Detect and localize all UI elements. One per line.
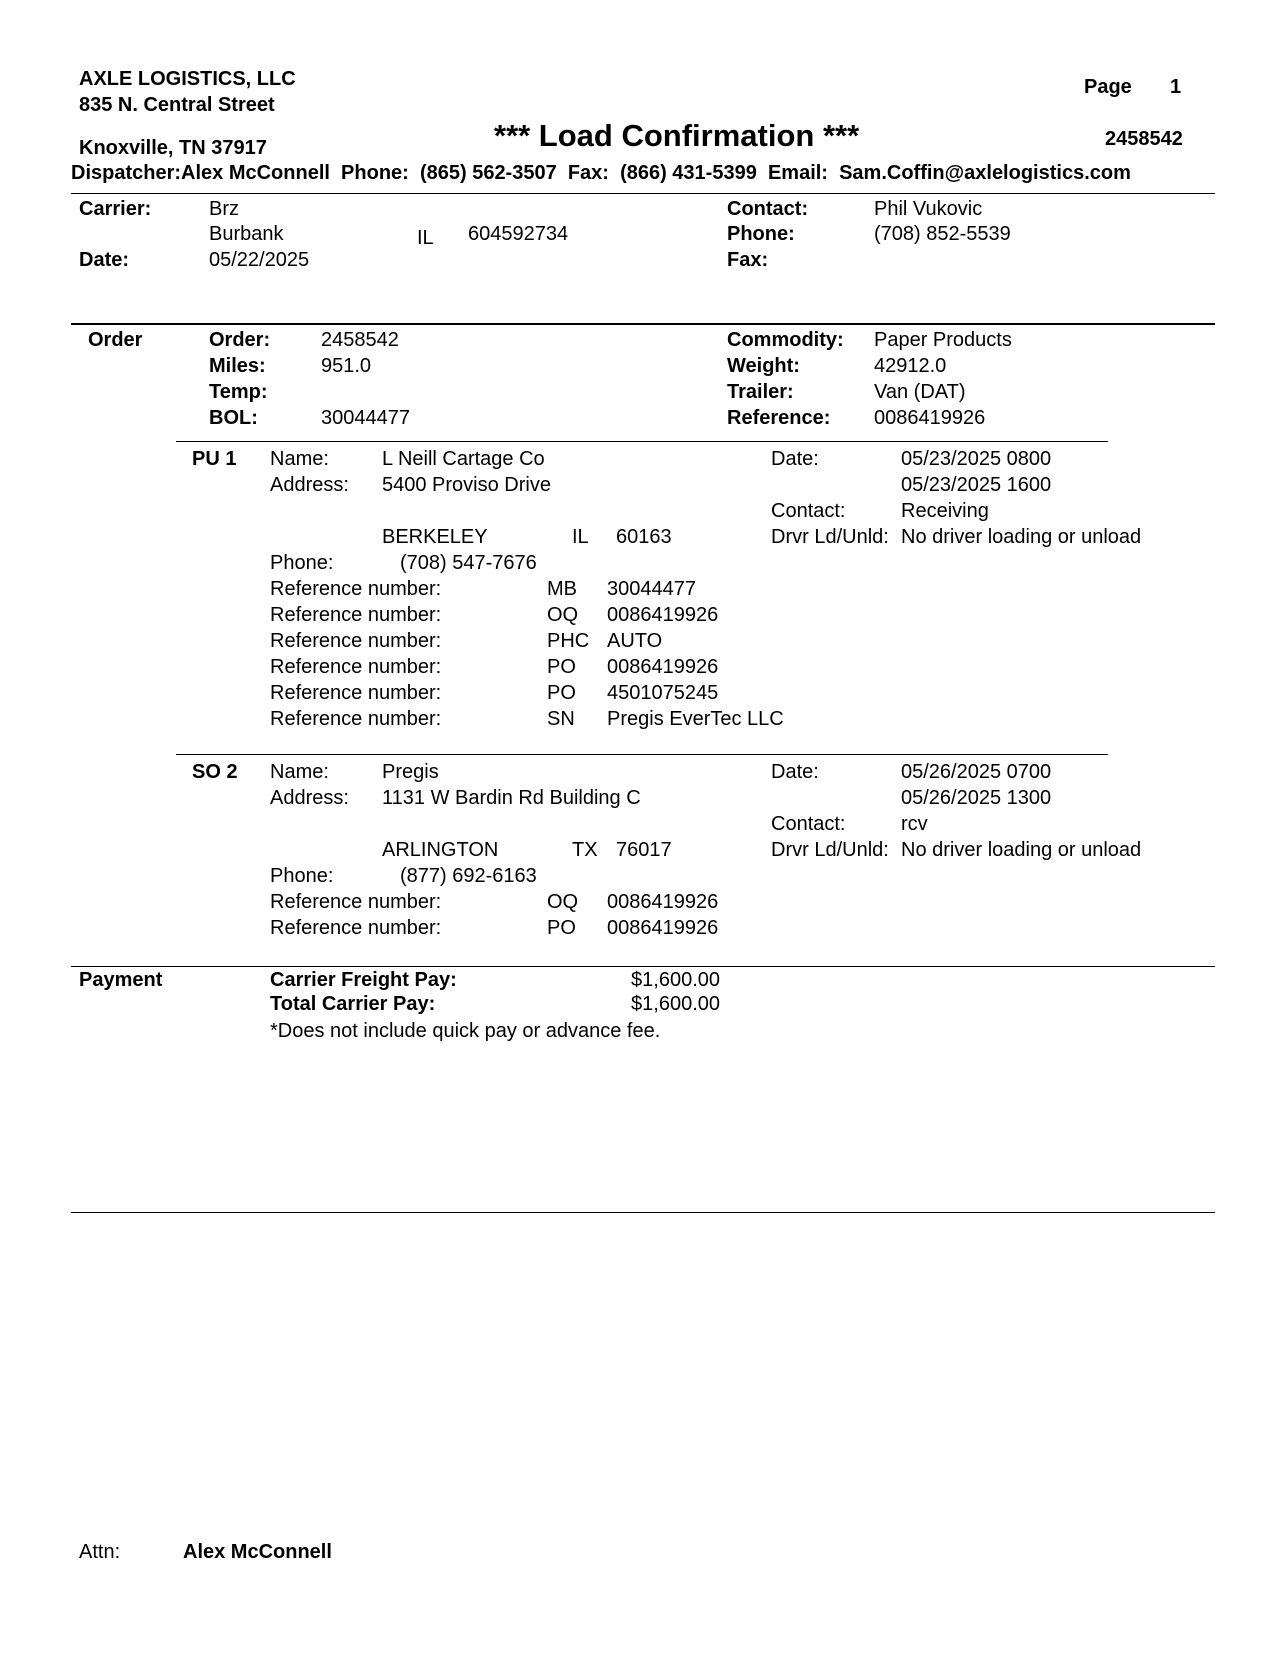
stop-city: ARLINGTON — [382, 839, 499, 861]
ref-value: 0086419926 — [607, 917, 719, 939]
stop-phone: (708) 547-7676 — [400, 552, 537, 574]
ref-label: Reference number: — [270, 708, 442, 730]
carrier-phone: (708) 852-5539 — [874, 223, 1011, 245]
carrier-label: Carrier: — [79, 198, 152, 220]
commodity-label: Commodity: — [727, 329, 844, 351]
trailer-label: Trailer: — [727, 381, 794, 403]
carrier-state: IL — [417, 227, 434, 249]
fax-label: Fax: — [727, 249, 769, 271]
stop-id: PU 1 — [192, 448, 237, 470]
stop-phone-label: Phone: — [270, 552, 334, 574]
stop-date-end: 05/26/2025 1300 — [901, 787, 1052, 809]
freight-pay-value: $1,600.00 — [631, 969, 720, 991]
date-label: Date: — [79, 249, 130, 271]
stop-id: SO 2 — [192, 761, 238, 783]
bol-label: BOL: — [209, 407, 258, 429]
ref-value: AUTO — [607, 630, 663, 652]
order-label: Order: — [209, 329, 271, 351]
stop-date-label: Date: — [771, 448, 819, 470]
carrier-zip: 604592734 — [468, 223, 569, 245]
ref-code: PO — [547, 917, 576, 939]
ref-code: PO — [547, 682, 576, 704]
bol-value: 30044477 — [321, 407, 410, 429]
ref-label: Reference number: — [270, 578, 442, 600]
stop-state: IL — [572, 526, 589, 548]
divider — [71, 323, 1215, 325]
dispatcher-line: Dispatcher:Alex McConnell Phone: (865) 562-3507 Fax: (866) 431-5399 Email: Sam.Coffin@axlelogistics.com — [71, 162, 1131, 184]
stop-date-end: 05/23/2025 1600 — [901, 474, 1052, 496]
ref-value: 30044477 — [607, 578, 696, 600]
stop-date-label: Date: — [771, 761, 819, 783]
carrier-name: Brz — [209, 198, 239, 220]
attn-label: Attn: — [79, 1541, 121, 1563]
stop-drvr: No driver loading or unload — [901, 526, 1142, 548]
company-name: AXLE LOGISTICS, LLC — [79, 68, 296, 90]
stop-address-label: Address: — [270, 474, 349, 496]
stop-contact: Receiving — [901, 500, 989, 522]
stop-state: TX — [572, 839, 598, 861]
ref-value: 4501075245 — [607, 682, 719, 704]
total-pay-label: Total Carrier Pay: — [270, 993, 436, 1015]
stop-zip: 76017 — [616, 839, 672, 861]
phone-label: Phone: — [727, 223, 795, 245]
carrier-contact: Phil Vukovic — [874, 198, 983, 220]
commodity-value: Paper Products — [874, 329, 1012, 351]
stop-contact-label: Contact: — [771, 813, 846, 835]
stop-name: L Neill Cartage Co — [382, 448, 545, 470]
stop-city: BERKELEY — [382, 526, 488, 548]
stop-name-label: Name: — [270, 761, 329, 783]
stop-date-start: 05/26/2025 0700 — [901, 761, 1052, 783]
stop-drvr-label: Drvr Ld/Unld: — [771, 526, 889, 548]
miles-label: Miles: — [209, 355, 266, 377]
stop-drvr-label: Drvr Ld/Unld: — [771, 839, 889, 861]
payment-section-label: Payment — [79, 969, 163, 991]
company-city: Knoxville, TN 37917 — [79, 137, 267, 159]
stop-date-start: 05/23/2025 0800 — [901, 448, 1052, 470]
ref-code: OQ — [547, 891, 579, 913]
load-number: 2458542 — [1105, 128, 1183, 150]
stop-phone: (877) 692-6163 — [400, 865, 537, 887]
miles-value: 951.0 — [321, 355, 372, 377]
ref-value: 0086419926 — [607, 891, 719, 913]
stop-contact: rcv — [901, 813, 928, 835]
ref-label: Reference number: — [270, 630, 442, 652]
stop-address-label: Address: — [270, 787, 349, 809]
ref-label: Reference number: — [270, 891, 442, 913]
ref-code: PHC — [547, 630, 590, 652]
divider — [176, 441, 1108, 442]
ref-code: SN — [547, 708, 575, 730]
stop-address: 5400 Proviso Drive — [382, 474, 551, 496]
divider — [71, 966, 1215, 967]
freight-pay-label: Carrier Freight Pay: — [270, 969, 457, 991]
attn-name: Alex McConnell — [183, 1541, 332, 1563]
reference-label: Reference: — [727, 407, 831, 429]
page-number: 1 — [1170, 76, 1182, 98]
stop-name-label: Name: — [270, 448, 329, 470]
ref-value: 0086419926 — [607, 656, 719, 678]
ref-label: Reference number: — [270, 604, 442, 626]
ref-code: OQ — [547, 604, 579, 626]
order-number: 2458542 — [321, 329, 399, 351]
ref-value: Pregis EverTec LLC — [607, 708, 784, 730]
stop-address: 1131 W Bardin Rd Building C — [382, 787, 641, 809]
company-street: 835 N. Central Street — [79, 94, 275, 116]
stop-phone-label: Phone: — [270, 865, 334, 887]
divider — [176, 754, 1108, 755]
reference-value: 0086419926 — [874, 407, 986, 429]
stop-drvr: No driver loading or unload — [901, 839, 1142, 861]
carrier-city: Burbank — [209, 223, 284, 245]
ref-code: PO — [547, 656, 576, 678]
ref-label: Reference number: — [270, 917, 442, 939]
weight-value: 42912.0 — [874, 355, 947, 377]
ref-code: MB — [547, 578, 577, 600]
divider — [71, 1212, 1215, 1213]
stop-zip: 60163 — [616, 526, 672, 548]
payment-note: *Does not include quick pay or advance fee. — [270, 1020, 661, 1042]
stop-name: Pregis — [382, 761, 439, 783]
page-title: *** Load Confirmation *** — [494, 118, 860, 153]
page-label: Page — [1084, 76, 1132, 98]
weight-label: Weight: — [727, 355, 800, 377]
contact-label: Contact: — [727, 198, 809, 220]
ref-label: Reference number: — [270, 656, 442, 678]
divider — [71, 193, 1215, 194]
total-pay-value: $1,600.00 — [631, 993, 720, 1015]
temp-label: Temp: — [209, 381, 268, 403]
ref-value: 0086419926 — [607, 604, 719, 626]
stop-contact-label: Contact: — [771, 500, 846, 522]
carrier-date: 05/22/2025 — [209, 249, 310, 271]
ref-label: Reference number: — [270, 682, 442, 704]
trailer-value: Van (DAT) — [874, 381, 966, 403]
order-section-label: Order — [88, 329, 143, 351]
